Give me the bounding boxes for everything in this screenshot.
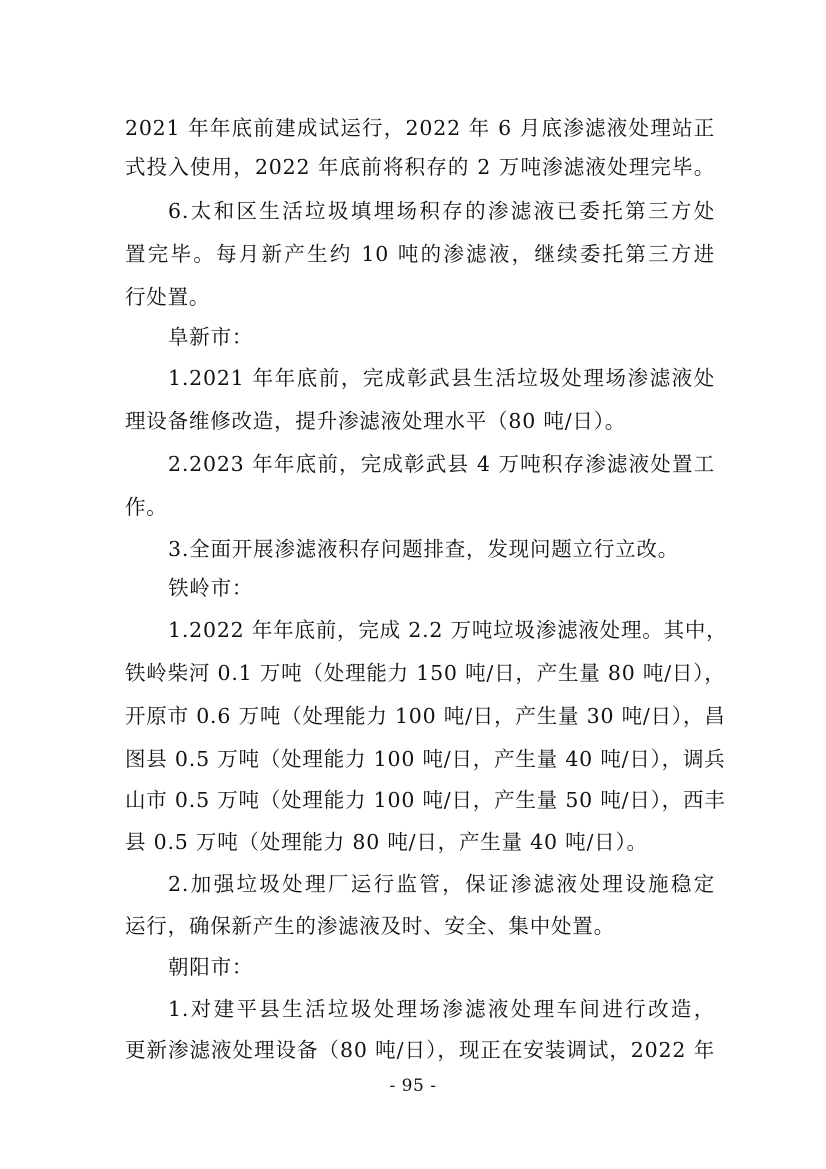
text-line-8: 理设备维修改造，提升渗滤液处理水平（80 吨/日）。 (125, 409, 627, 433)
section-heading-fuxin: 阜新市： (168, 325, 254, 349)
page-number: - 95 - (389, 1076, 437, 1096)
text-line-7: 1.2021 年年底前，完成彰武县生活垃圾处理场渗滤液处 (168, 366, 715, 390)
text-line-15: 开原市 0.6 万吨（处理能力 100 吨/日，产生量 30 吨/日），昌 (125, 704, 726, 728)
section-heading-tieling: 铁岭市： (168, 576, 254, 600)
section-heading-chaoyang: 朝阳市： (168, 955, 254, 979)
text-line-10: 作。 (125, 495, 168, 519)
text-line-17: 山市 0.5 万吨（处理能力 100 吨/日，产生量 50 吨/日），西丰 (125, 788, 726, 812)
text-line-2: 式投入使用，2022 年底前将积存的 2 万吨渗滤液处理完毕。 (125, 155, 715, 179)
text-line-20: 运行，确保新产生的渗滤液及时、安全、集中处置。 (125, 914, 615, 938)
text-line-4: 置完毕。每月新产生约 10 吨的渗滤液，继续委托第三方进 (125, 242, 715, 266)
text-line-1: 2021 年年底前建成试运行，2022 年 6 月底渗滤液处理站正 (125, 116, 715, 140)
text-line-11: 3.全面开展渗滤液积存问题排查，发现问题立行立改。 (168, 537, 680, 561)
text-line-16: 图县 0.5 万吨（处理能力 100 吨/日，产生量 40 吨/日），调兵 (125, 747, 726, 771)
text-line-3: 6.太和区生活垃圾填埋场积存的渗滤液已委托第三方处 (168, 199, 715, 223)
text-line-5: 行处置。 (125, 285, 211, 309)
text-line-23: 更新渗滤液处理设备（80 吨/日），现正在安装调试，2022 年 (125, 1038, 715, 1062)
text-line-13: 1.2022 年年底前，完成 2.2 万吨垃圾渗滤液处理。其中， (168, 618, 728, 642)
text-line-22: 1.对建平县生活垃圾处理场渗滤液处理车间进行改造， (168, 997, 715, 1021)
text-line-14: 铁岭柴河 0.1 万吨（处理能力 150 吨/日，产生量 80 吨/日）， (125, 661, 726, 685)
text-line-9: 2.2023 年年底前，完成彰武县 4 万吨积存渗滤液处置工 (168, 452, 715, 476)
text-line-19: 2.加强垃圾处理厂运行监管，保证渗滤液处理设施稳定 (168, 872, 715, 896)
text-line-18: 县 0.5 万吨（处理能力 80 吨/日，产生量 40 吨/日）。 (125, 830, 648, 854)
